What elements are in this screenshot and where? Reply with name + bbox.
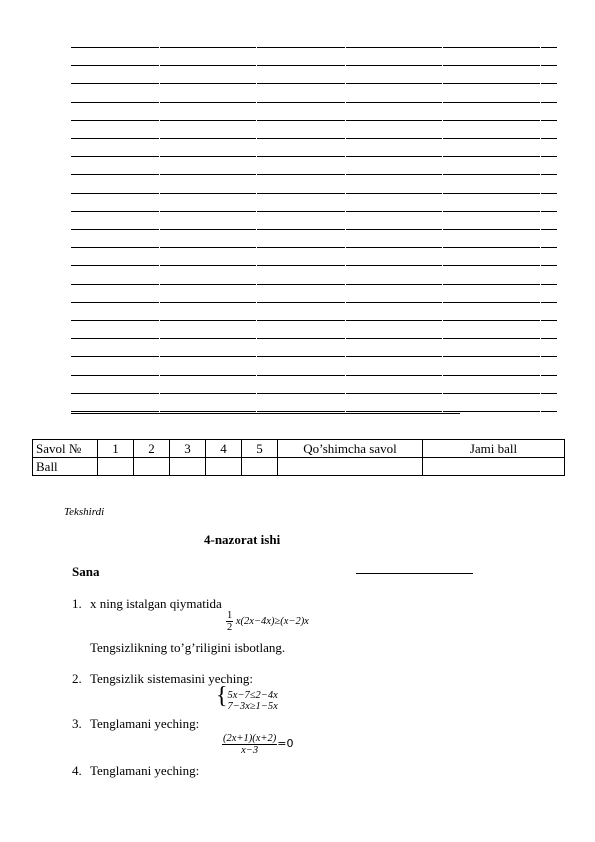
score-cell[interactable] xyxy=(134,458,170,476)
score-cell[interactable] xyxy=(170,458,206,476)
date-label: Sana xyxy=(72,564,100,579)
answer-line-gap xyxy=(540,301,541,304)
formula-1-fraction xyxy=(226,610,233,633)
answer-line-gap xyxy=(540,374,541,377)
answer-line-gap xyxy=(345,337,346,340)
answer-line-gap xyxy=(256,283,257,286)
answer-line-gap xyxy=(442,246,443,249)
answer-line-gap xyxy=(159,228,160,231)
answer-line-gap xyxy=(159,101,160,104)
answer-line-gap xyxy=(256,246,257,249)
answer-line-gap xyxy=(540,192,541,195)
answer-line xyxy=(71,411,557,412)
answer-line-gap xyxy=(540,392,541,395)
answer-line xyxy=(71,102,557,103)
answer-line xyxy=(71,229,557,230)
answer-line-gap xyxy=(159,392,160,395)
answer-line-gap xyxy=(159,374,160,377)
answer-line-gap xyxy=(256,355,257,358)
answer-line xyxy=(71,211,557,212)
answer-line-gap xyxy=(256,210,257,213)
score-cell[interactable] xyxy=(242,458,278,476)
formula-3-fraction xyxy=(222,733,277,756)
answer-line-gap xyxy=(540,119,541,122)
answer-line-gap xyxy=(256,301,257,304)
formula-1 xyxy=(226,610,309,633)
answer-line-gap xyxy=(442,82,443,85)
score-header-total: Jami ball xyxy=(423,440,565,458)
score-row-label: Ball xyxy=(33,458,98,476)
answer-line xyxy=(71,356,557,357)
answer-line-gap xyxy=(345,173,346,176)
answer-line xyxy=(71,302,557,303)
answer-line-gap xyxy=(256,228,257,231)
answer-line-gap xyxy=(256,173,257,176)
answer-line xyxy=(71,83,557,84)
answer-line-gap xyxy=(442,319,443,322)
answer-line-gap xyxy=(159,173,160,176)
answer-line-gap xyxy=(442,264,443,267)
formula-1-expression: x(2x−4x)≥(x−2)x xyxy=(235,615,309,627)
answer-line-gap xyxy=(345,119,346,122)
answer-line xyxy=(71,120,557,121)
answer-line xyxy=(71,284,557,285)
answer-line-gap xyxy=(159,283,160,286)
score-header-row xyxy=(33,440,565,458)
answer-line-gap xyxy=(256,374,257,377)
answer-line-gap xyxy=(442,392,443,395)
answer-line-gap xyxy=(540,337,541,340)
question-1-text2: Tengsizlikning to’g’riligini isbotlang. xyxy=(90,640,286,655)
score-header-4: 4 xyxy=(206,440,242,458)
answer-line-gap xyxy=(159,337,160,340)
formula-2-brace: { xyxy=(216,683,228,709)
answer-line-gap xyxy=(442,64,443,67)
answer-line-gap xyxy=(159,355,160,358)
answer-line-gap xyxy=(159,46,160,49)
question-1-text: x ning istalgan qiymatida xyxy=(90,596,222,611)
answer-line xyxy=(71,320,557,321)
score-cell[interactable] xyxy=(206,458,242,476)
answer-line-gap xyxy=(256,392,257,395)
answer-line-gap xyxy=(442,374,443,377)
question-1 xyxy=(72,596,222,612)
answer-line-gap xyxy=(345,355,346,358)
question-4-text: Tenglamani yeching: xyxy=(90,763,200,778)
answer-line xyxy=(71,247,557,248)
score-header-extra: Qo’shimcha savol xyxy=(278,440,423,458)
answer-line-gap xyxy=(345,210,346,213)
answer-line-gap xyxy=(540,283,541,286)
score-header-5: 5 xyxy=(242,440,278,458)
score-cell[interactable] xyxy=(278,458,423,476)
answer-line xyxy=(71,65,557,66)
answer-line-gap xyxy=(345,301,346,304)
score-cell[interactable] xyxy=(423,458,565,476)
answer-line-gap xyxy=(540,101,541,104)
answer-line-gap xyxy=(442,337,443,340)
answer-line-gap xyxy=(540,228,541,231)
question-4 xyxy=(72,763,199,779)
question-2-text: Tengsizlik sistemasini yeching: xyxy=(90,671,254,686)
page-title: 4-nazorat ishi xyxy=(204,532,281,547)
formula-2-line1: 5x−7≤2−4x xyxy=(227,689,278,701)
answer-line-gap xyxy=(442,301,443,304)
answer-line-gap xyxy=(159,264,160,267)
answer-line-gap xyxy=(540,82,541,85)
question-4-number: 4. xyxy=(72,763,82,778)
answer-line xyxy=(71,138,557,139)
score-table xyxy=(32,439,565,476)
answer-line xyxy=(71,393,557,394)
score-ball-row xyxy=(33,458,565,476)
answer-line-gap xyxy=(256,319,257,322)
question-3 xyxy=(72,716,199,732)
answer-line-gap xyxy=(442,173,443,176)
answer-line xyxy=(71,193,557,194)
answer-line xyxy=(71,174,557,175)
answer-line-gap xyxy=(540,264,541,267)
answer-line-gap xyxy=(540,210,541,213)
formula-3-numerator: (2x+1)(x+2) xyxy=(223,733,277,744)
answer-line-gap xyxy=(442,46,443,49)
answer-line-gap xyxy=(345,64,346,67)
answer-line-gap xyxy=(256,101,257,104)
answer-line-gap xyxy=(540,410,541,413)
answer-line-gap xyxy=(540,246,541,249)
answer-line-gap xyxy=(345,374,346,377)
checked-label: Tekshirdi xyxy=(64,506,105,518)
answer-line-gap xyxy=(345,246,346,249)
answer-line-gap xyxy=(442,155,443,158)
question-3-number: 3. xyxy=(72,716,82,731)
formula-1-denominator: 2 xyxy=(227,622,233,633)
answer-line-gap xyxy=(159,155,160,158)
answer-line-gap xyxy=(159,119,160,122)
answer-line-gap xyxy=(442,355,443,358)
answer-line-gap xyxy=(540,355,541,358)
answer-line-gap xyxy=(442,119,443,122)
answer-line-gap xyxy=(345,46,346,49)
score-cell[interactable] xyxy=(98,458,134,476)
answer-line-gap xyxy=(159,82,160,85)
answer-line-gap xyxy=(256,264,257,267)
answer-line-gap xyxy=(256,337,257,340)
answer-line-gap xyxy=(345,228,346,231)
answer-line-gap xyxy=(540,155,541,158)
answer-line-gap xyxy=(540,137,541,140)
answer-line-gap xyxy=(345,283,346,286)
formula-3 xyxy=(222,733,293,756)
formula-3-denominator: x−3 xyxy=(241,745,259,756)
answer-line-gap xyxy=(540,173,541,176)
score-header-3: 3 xyxy=(170,440,206,458)
formula-1-numerator: 1 xyxy=(227,610,233,621)
answer-line-gap xyxy=(159,246,160,249)
answer-line xyxy=(71,156,557,157)
answer-line-gap xyxy=(256,46,257,49)
date-signature-line xyxy=(356,573,473,574)
answer-line-gap xyxy=(256,137,257,140)
answer-line-gap xyxy=(442,283,443,286)
score-header-2: 2 xyxy=(134,440,170,458)
answer-line-gap xyxy=(442,210,443,213)
answer-line-gap xyxy=(442,228,443,231)
answer-line-gap xyxy=(442,137,443,140)
formula-2-line2: 7−3x≥1−5x xyxy=(227,700,278,712)
answer-line-gap xyxy=(345,155,346,158)
answer-line-gap xyxy=(256,119,257,122)
score-header-1: 1 xyxy=(98,440,134,458)
answer-line xyxy=(71,375,557,376)
score-header-savol: Savol № xyxy=(33,440,98,458)
formula-3-rhs: =0 xyxy=(277,736,294,750)
answer-line-gap xyxy=(345,392,346,395)
answer-line-gap xyxy=(345,82,346,85)
answer-line-gap xyxy=(159,210,160,213)
answer-line-gap xyxy=(442,101,443,104)
formula-2 xyxy=(216,683,278,712)
answer-line-gap xyxy=(159,64,160,67)
answer-line xyxy=(71,413,460,414)
answer-line-gap xyxy=(540,319,541,322)
answer-line-gap xyxy=(256,155,257,158)
answer-line-gap xyxy=(540,46,541,49)
answer-line xyxy=(71,338,557,339)
answer-line-gap xyxy=(345,264,346,267)
answer-line-gap xyxy=(345,137,346,140)
answer-line-gap xyxy=(159,137,160,140)
answer-line-gap xyxy=(256,82,257,85)
question-3-text: Tenglamani yeching: xyxy=(90,716,200,731)
question-2-number: 2. xyxy=(72,671,82,686)
answer-line-gap xyxy=(159,319,160,322)
answer-line xyxy=(71,47,557,48)
answer-line-gap xyxy=(256,64,257,67)
answer-line-gap xyxy=(256,192,257,195)
answer-line-gap xyxy=(345,319,346,322)
answer-line-gap xyxy=(345,192,346,195)
question-1-number: 1. xyxy=(72,596,82,611)
answer-line-gap xyxy=(159,192,160,195)
answer-line xyxy=(71,265,557,266)
answer-line-gap xyxy=(540,64,541,67)
answer-line-gap xyxy=(442,192,443,195)
answer-line-gap xyxy=(159,301,160,304)
answer-line-gap xyxy=(345,101,346,104)
